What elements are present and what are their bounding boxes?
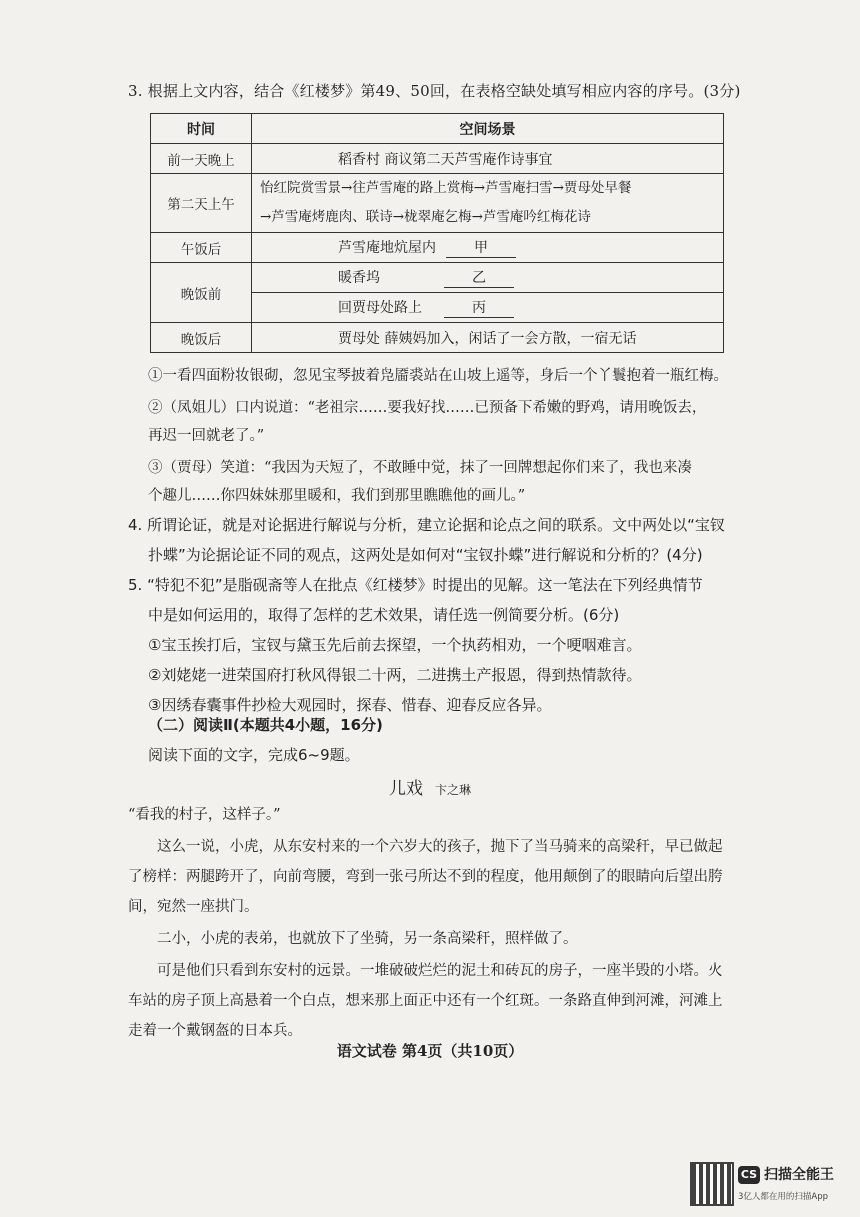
time-cell: 晚饭前 <box>151 263 252 323</box>
camscanner-logo-icon: CS <box>738 1166 760 1184</box>
question-4-line-1: 4. 所谓论证，就是对论据进行解说与分析，建立论据和论点之间的联系。文中两处以“宝钗 <box>128 516 725 534</box>
camscanner-name: 扫描全能王 <box>764 1167 834 1183</box>
scene-cell <box>252 233 724 263</box>
time-scene-table <box>150 113 724 353</box>
q5-item-2: ②刘姥姥一进荣国府打秋风得银二十两，二进携土产报恩，得到热情款待。 <box>148 666 642 684</box>
scene-cell <box>252 293 724 323</box>
question-3-title: 3. 根据上文内容，结合《红楼梦》第49、50回，在表格空缺处填写相应内容的序号。(3分) <box>128 82 741 100</box>
time-cell: 午饭后 <box>151 233 252 263</box>
reading-2-section <box>148 710 383 770</box>
option-3 <box>148 454 738 510</box>
story-paragraph: 这么一说，小虎，从东安村来的一个六岁大的孩子，抛下了当马骑来的高梁秆，早已做起了榜样：两腿跨开了，向前弯腰，弯到一张弓所达不到的程度，他用颠倒了的眼睛向后望出胯间，宛然一座拱门。 <box>128 839 723 915</box>
option-2 <box>148 394 738 450</box>
section-instruction: 阅读下面的文字，完成6~9题。 <box>148 746 360 764</box>
table-row <box>151 144 724 174</box>
time-cell: 第二天上午 <box>151 174 252 233</box>
story-title <box>0 774 860 799</box>
story-paragraph: 可是他们只看到东安村的远景。一堆破破烂烂的泥土和砖瓦的房子，一座半毁的小塔。火车站的房子顶上高悬着一个白点，想来那上面正中还有一个红斑。一条路直伸到河滩，河滩上走着一个戴钢盔的日本兵。 <box>128 963 723 1039</box>
question-3-options <box>148 362 738 514</box>
scene-cell <box>252 263 724 293</box>
header-scene: 空间场景 <box>252 114 724 144</box>
q5-item-1: ①宝玉挨打后，宝钗与黛玉先后前去探望，一个执药相劝，一个哽咽难言。 <box>148 636 642 654</box>
story-body <box>128 800 728 1048</box>
question-5-line-2: 中是如何运用的，取得了怎样的艺术效果，请任选一例简要分析。(6分) <box>148 606 620 624</box>
scene-cell: 贾母处 薛姨妈加入，闲话了一会方散，一宿无话 <box>252 323 724 353</box>
scene-text: 芦雪庵地炕屋内 <box>338 240 436 256</box>
camscanner-slogan: 3亿人都在用的扫描App <box>738 1192 829 1202</box>
time-cell: 前一天晚上 <box>151 144 252 174</box>
section-heading: （二）阅读Ⅱ(本题共4小题，16分) <box>148 716 383 734</box>
blank-bing: 丙 <box>444 297 514 318</box>
table-row <box>151 174 724 233</box>
scene-text: 回贾母处路上 <box>338 300 422 316</box>
question-5-line-1: 5. “特犯不犯”是脂砚斋等人在批点《红楼梦》时提出的见解。这一笔法在下列经典情节 <box>128 576 703 594</box>
table-row <box>151 323 724 353</box>
scene-cell: 稻香村 商议第二天芦雪庵作诗事宜 <box>252 144 724 174</box>
option-3-line-1: ③（贾母）笑道：“我因为天短了，不敢睡中觉，抹了一回牌想起你们来了，我也来凑 <box>148 460 692 476</box>
scene-text: 暖香坞 <box>338 270 380 286</box>
story-author: 卞之琳 <box>434 783 471 797</box>
story-paragraph: 二小，小虎的表弟，也就放下了坐骑，另一条高梁秆，照样做了。 <box>157 931 578 947</box>
q5-item-3: ③因绣春囊事件抄检大观园时，探春、惜春、迎春反应各异。 <box>148 696 552 714</box>
table-row <box>151 233 724 263</box>
qr-code-icon <box>690 1162 734 1206</box>
blank-jia: 甲 <box>446 237 516 258</box>
option-3-line-2: 个趣儿……你四妹妹那里暖和，我们到那里瞧瞧他的画儿。” <box>148 488 526 504</box>
option-1: ①一看四面粉妆银砌，忽见宝琴披着凫靥裘站在山坡上遥等，身后一个丫鬟抱着一瓶红梅。 <box>148 368 728 384</box>
blank-yi: 乙 <box>444 267 514 288</box>
option-2-line-1: ②（凤姐儿）口内说道：“老祖宗……要我好找……已预备下希嫩的野鸡，请用晚饭去， <box>148 400 707 416</box>
page-footer: 语文试卷 第4页（共10页） <box>336 1042 524 1060</box>
question-4-line-2: 扑蝶”为论据论证不同的观点，这两处是如何对“宝钗扑蝶”进行解说和分析的？(4分) <box>148 546 703 564</box>
option-2-line-2: 再迟一回就老了。” <box>148 428 265 444</box>
table-header-row <box>151 114 724 144</box>
story-title-text: 儿戏 <box>388 779 423 799</box>
table-row <box>151 263 724 293</box>
scene-line: →芦雪庵烤鹿肉、联诗→栊翠庵乞梅→芦雪庵吟红梅花诗 <box>260 209 591 225</box>
scene-cell <box>252 174 724 233</box>
questions-4-5 <box>128 510 728 720</box>
header-time: 时间 <box>151 114 252 144</box>
scene-line: 怡红院赏雪景→往芦雪庵的路上赏梅→芦雪庵扫雪→贾母处早餐 <box>260 180 632 196</box>
time-cell: 晚饭后 <box>151 323 252 353</box>
story-paragraph: “看我的村子，这样子。” <box>128 807 281 823</box>
